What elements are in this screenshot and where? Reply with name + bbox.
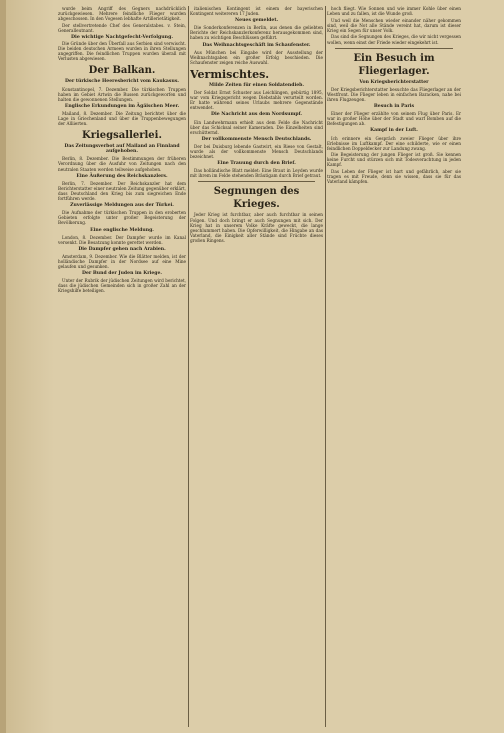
subheading: Der vollkommenste Mensch Deutschlands. bbox=[201, 136, 312, 142]
paragraph: Die Gründe über den Überfall aus Serbien sind verwischt. Die beiden deutschen Armeen wurden in ihren Stellungen angegriffen. Die feindlichen Truppen wurden überall mit Verlusten abgewiesen. bbox=[58, 41, 186, 62]
paragraph: Konstantinopel, 7. Dezember. Die türkischen Truppen haben im Gebiet Artwin die Russen zurückgeworfen und halten die gewonnenen Stellungen. bbox=[58, 86, 186, 102]
subheading: Besuch in Paris bbox=[373, 104, 415, 110]
subheading: Eine Trauung durch den Brief. bbox=[217, 161, 296, 167]
headline-fliegerlager: Ein Besuch im Fliegerlager. bbox=[353, 52, 435, 77]
byline: Von Kriegsberichterstatter bbox=[359, 79, 429, 85]
paragraph: Berlin, 7. Dezember. Der Reichskanzler hat dem Berichterstatter einer neutralen Zeitung gegenüber erklärt, dass Deutschland den Krieg bis zum siegreichen Ende fortführen werde. bbox=[58, 180, 186, 202]
headline-balkan: Der Balkan. bbox=[88, 65, 156, 77]
paragraph: hoch fliegt. Wie Sonnen und wie immer Kohle über einen Leben und zu fallen, ist die Wunde groß. bbox=[327, 6, 461, 17]
paragraph: Aus München bei Eingabe wird der Ausstellung der Weihnachtsgaben ein großer Erfolg beschieden. Die Schaufenster zeigen reiche Auswahl. bbox=[190, 49, 323, 65]
subheading: Die Nachricht aus dem Nordsumpf. bbox=[211, 112, 302, 118]
paragraph: Das sind die Segnungen des Krieges, die wir nicht vergessen wollen, wenn einst der Friede wieder eingekehrt ist. bbox=[327, 34, 461, 45]
paragraph: Ein Landwehrmann erhielt aus dem Felde die Nachricht über das Schicksal seiner Kameraden. Die Einzelheiten sind erschütternd. bbox=[190, 119, 323, 135]
subheading: Das Weihnachtsgeschäft im Schaufenster. bbox=[202, 42, 311, 48]
paragraph: Das holländische Blatt meldet: Eine Braut in Leyden wurde mit ihrem im Felde stehenden Bräutigam durch Brief getraut. bbox=[190, 168, 323, 179]
page-margin bbox=[0, 0, 54, 733]
subheading: Englische Erkundungen im Ägäischen Meer. bbox=[64, 103, 180, 109]
subheading: Milde Zeiten für einen Soldatendieb. bbox=[209, 82, 304, 88]
binding-spine bbox=[0, 0, 6, 733]
paragraph: Der bei Duisburg lebende Gastwirt, ein Riese von Gestalt, wurde als der vollkommenste Mensch Deutschlands bezeichnet. bbox=[190, 143, 323, 160]
paragraph: Die Aufnahme der türkischen Truppen in den eroberten Gebieten erfolgte unter großer Begeisterung der Bevölkerung. bbox=[58, 210, 186, 226]
paragraph: Die Sonderkonferenzen in Berlin, aus denen die geliebten Berichte der Reichskanzlerkonferenz herausgekommen sind, haben zu wichtigen Beschlüssen geführt. bbox=[190, 25, 323, 41]
subheading: Neues gemeldet. bbox=[234, 18, 279, 24]
paragraph: Der Kriegsberichterstatter besuchte das Fliegerlager an der Westfront. Die Flieger leben in einfachen Baracken, nahe bei ihren Flugzeugen. bbox=[327, 86, 461, 102]
subheading: Die Dampfer gehen nach Arabien. bbox=[78, 246, 166, 252]
headline-kriegsallerlei: Kriegsallerlei. bbox=[82, 130, 162, 142]
subheading: Kampf in der Luft. bbox=[370, 128, 418, 134]
paragraph: Einer der Flieger erzählte von seinem Flug über Paris. Er war in großer Höhe über der Stadt und warf Bomben auf die Befestigungen ab. bbox=[327, 111, 461, 127]
paragraph: Der Soldat Ernst Schuster aus Leichlingen, gebürtig 1895, war vom Kriegsgericht wegen Diebstahls verurteilt worden. Er hatte während seines Urlaubs mehrere Gegenstände entwendet. bbox=[190, 90, 323, 111]
subheading: Zuverlässige Meldungen aus der Türkei. bbox=[70, 203, 174, 209]
column-rule bbox=[325, 6, 326, 727]
paragraph: Mailand, 8. Dezember. Die Zeitung berichtet über die Lage in Griechenland und über die Truppenbewegungen der Alliierten. bbox=[58, 110, 186, 127]
column-3 bbox=[327, 6, 461, 729]
paragraph: Jeder Krieg ist furchtbar, aber auch furchtbar in seinen Folgen. Und doch bringt er auch Segnungen mit sich. Der Krieg hat in unserem Volke Kräfte geweckt, die lange geschlummert haben. Die Opferwilligkeit, die Hingabe an das Vaterland, die Einigkeit aller Stände sind Früchte dieses großen Ringens. bbox=[190, 212, 323, 243]
subheading: Der türkische Heeresbericht vom Kaukasus. bbox=[64, 79, 180, 85]
subheading: Der Bund der Juden im Kriege. bbox=[81, 271, 163, 277]
paragraph: Die Begeisterung der jungen Flieger ist groß. Sie kennen keine Furcht und stürzen sich mit Todesverachtung in jeden Kampf. bbox=[327, 152, 461, 168]
byline: Der stellvertretende Chef des Generalstabes. v. Stein, Generalleutnant. bbox=[58, 22, 186, 33]
divider bbox=[335, 48, 453, 49]
subheading: Das Zeitungsverbot auf Mailand an Finnland aufgehoben. bbox=[64, 144, 180, 155]
subheading: Eine englische Meldung. bbox=[90, 227, 154, 233]
paragraph: Ich erinnere ein Gespräch zweier Flieger über ihre Erlebnisse im Luftkampf. Der eine schilderte, wie er einen feindlichen Doppeldecker zur Landung zwang. bbox=[327, 135, 461, 151]
headline-vermischtes: Vermischtes. bbox=[190, 67, 270, 81]
paragraph: wurde beim Angriff des Gegners nachdrücklich zurückgewiesen. Mehrere feindliche Flieger wurden abgeschossen. In den Vogesen lebhafte Artillerietätigkeit. bbox=[58, 6, 186, 22]
column-1 bbox=[58, 6, 186, 729]
paragraph: Unter der Rubrik der jüdischen Zeitungen wird berichtet, dass die jüdischen Gemeinden sich in großer Zahl an der Kriegshilfe beteiligen. bbox=[58, 278, 186, 294]
section-heading: Die wichtige Nachtgefecht-Verfolgung. bbox=[70, 34, 173, 40]
divider bbox=[198, 181, 315, 182]
paragraph: Das Leben der Flieger ist hart und gefährlich, aber sie tragen es mit Freude, denn sie wissen, dass sie für das Vaterland kämpfen. bbox=[327, 169, 461, 185]
paragraph: Und weil die Menschen wieder einander näher gekommen sind, weil die Not alle Stände vereint hat, darum ist dieser Krieg ein Segen für unser Volk. bbox=[327, 17, 461, 33]
paragraph: Berlin, 8. Dezember. Die Bestimmungen der früheren Verordnung über die Ausfuhr von Zeitungen nach den neutralen Staaten werden teilweise aufgehoben. bbox=[58, 156, 186, 172]
column-rule bbox=[188, 6, 189, 727]
headline-segnungen: Segnungen des Krieges. bbox=[213, 186, 300, 211]
subheading: Eine Äußerung des Reichskanzlers. bbox=[76, 173, 168, 179]
paragraph: italienischen Kontingent ist einem der bayerischen Kontingent weitereren 17 Juden. bbox=[190, 6, 323, 17]
column-2 bbox=[190, 6, 323, 729]
paragraph: London, 8. Dezember. Der Dampfer wurde im Kanal versenkt. Die Besatzung konnte gerettet werden. bbox=[58, 234, 186, 245]
paragraph: Amsterdam, 9. Dezember. Wie die Blätter melden, ist der holländische Dampfer in der Nordsee auf eine Mine gelaufen und gesunken. bbox=[58, 253, 186, 270]
